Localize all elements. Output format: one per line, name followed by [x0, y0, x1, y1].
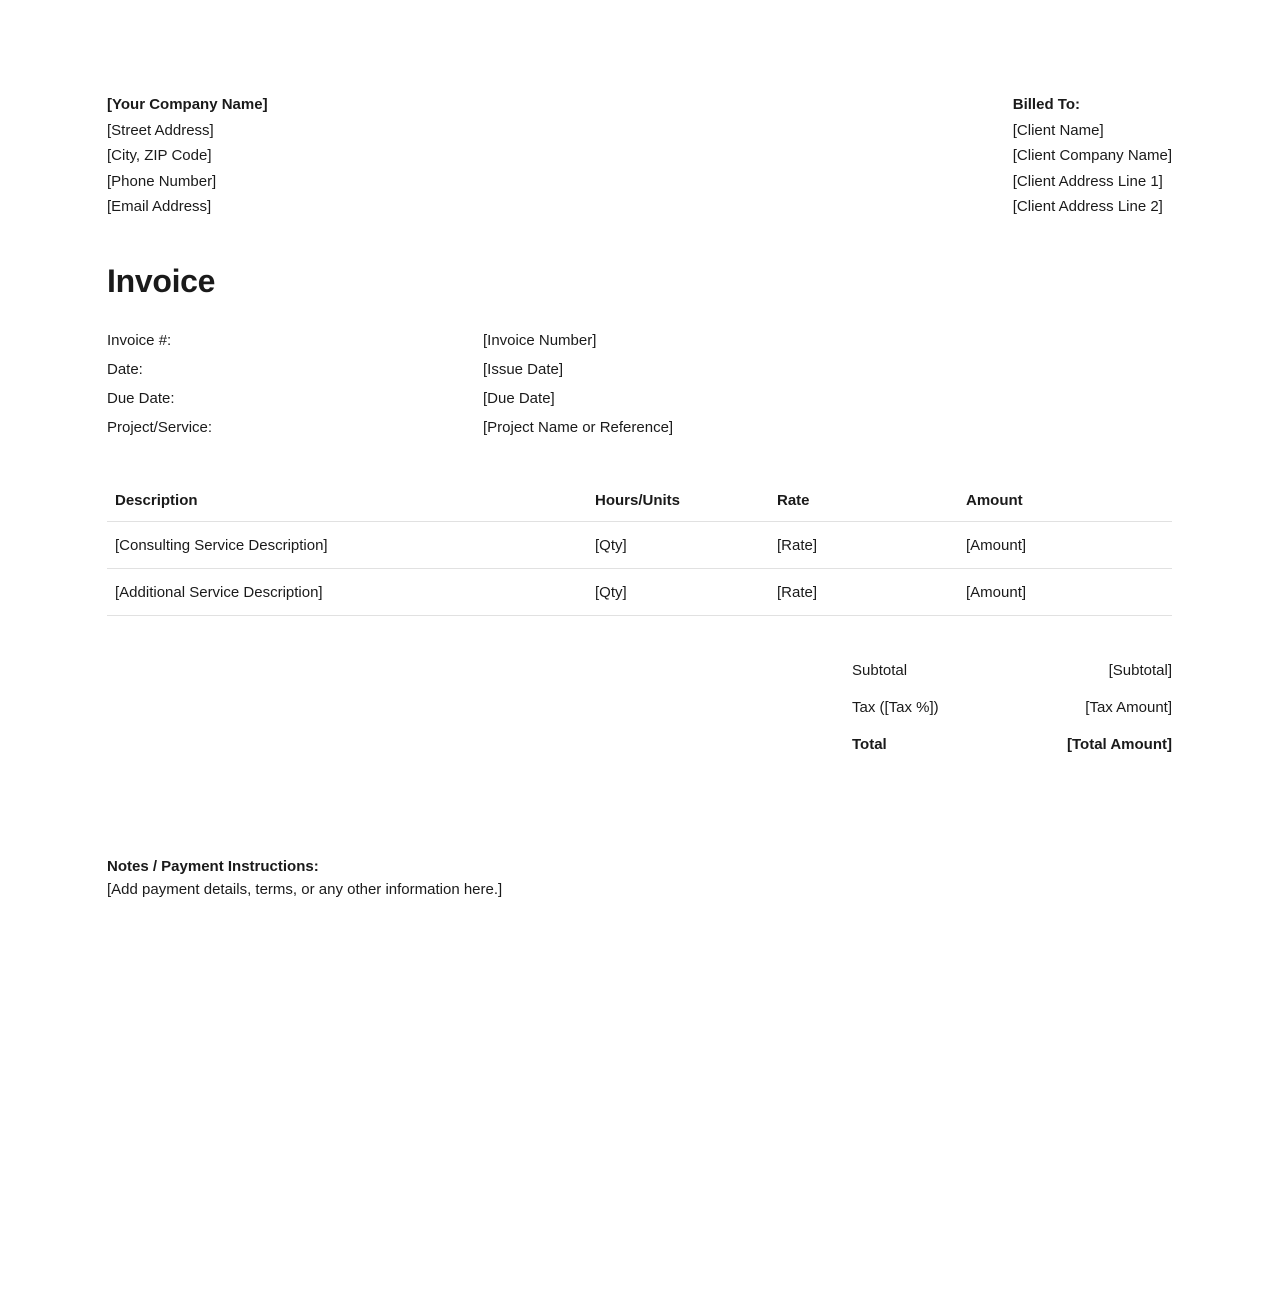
detail-row-due-date	[107, 384, 1172, 413]
due-date-value: [Due Date]	[483, 389, 555, 407]
line-item-description: [Additional Service Description]	[107, 569, 587, 616]
column-header-rate: Rate	[769, 480, 958, 522]
notes-section	[107, 855, 1172, 901]
totals-block	[852, 652, 1172, 763]
date-label: Date:	[107, 360, 143, 378]
line-item-rate: [Rate]	[769, 569, 958, 616]
company-email: [Email Address]	[107, 198, 212, 215]
subtotal-row	[852, 652, 1172, 689]
header-address-blocks	[107, 92, 1172, 220]
date-value: [Issue Date]	[483, 360, 564, 378]
company-block	[107, 92, 268, 220]
line-item-rate: [Rate]	[769, 522, 958, 569]
client-company-name: [Client Company Name]	[1012, 147, 1172, 164]
client-name: [Client Name]	[1012, 121, 1104, 139]
detail-row-project-service	[107, 413, 1172, 442]
project-service-value: [Project Name or Reference]	[483, 418, 674, 436]
project-service-label: Project/Service:	[107, 418, 213, 436]
table-header-row	[107, 480, 1172, 522]
total-label: Total	[852, 736, 887, 753]
line-item-description: [Consulting Service Description]	[107, 522, 587, 569]
subtotal-value: [Subtotal]	[1108, 662, 1172, 679]
tax-value: [Tax Amount]	[1085, 699, 1172, 716]
detail-row-invoice-number	[107, 326, 1172, 355]
line-item-amount: [Amount]	[958, 569, 1172, 616]
line-item-qty: [Qty]	[587, 569, 769, 616]
company-name: [Your Company Name]	[107, 96, 268, 113]
column-header-hours-units: Hours/Units	[587, 480, 769, 522]
total-value: [Total Amount]	[1067, 736, 1172, 753]
billed-to-heading: Billed To:	[1012, 96, 1080, 113]
page-title: Invoice	[107, 262, 216, 299]
column-header-description: Description	[107, 480, 587, 522]
table-row	[107, 522, 1172, 569]
total-row	[852, 726, 1172, 763]
company-city-zip: [City, ZIP Code]	[107, 147, 212, 164]
line-items-table	[107, 480, 1172, 617]
line-item-amount: [Amount]	[958, 522, 1172, 569]
invoice-number-value: [Invoice Number]	[483, 331, 597, 349]
company-phone: [Phone Number]	[107, 172, 217, 190]
due-date-label: Due Date:	[107, 389, 175, 407]
invoice-details	[107, 326, 1172, 442]
client-address-line-2: [Client Address Line 2]	[1012, 198, 1163, 215]
tax-row	[852, 689, 1172, 726]
billed-to-block	[1013, 92, 1172, 220]
notes-heading: Notes / Payment Instructions:	[107, 858, 319, 875]
invoice-number-label: Invoice #:	[107, 331, 172, 349]
client-address-line-1: [Client Address Line 1]	[1012, 172, 1163, 190]
detail-row-date	[107, 355, 1172, 384]
table-row	[107, 569, 1172, 616]
company-street-address: [Street Address]	[107, 121, 214, 139]
notes-body: [Add payment details, terms, or any other information here.]	[107, 881, 503, 898]
subtotal-label: Subtotal	[852, 662, 908, 679]
line-item-qty: [Qty]	[587, 522, 769, 569]
column-header-amount: Amount	[958, 480, 1172, 522]
tax-label: Tax ([Tax %])	[852, 699, 939, 716]
